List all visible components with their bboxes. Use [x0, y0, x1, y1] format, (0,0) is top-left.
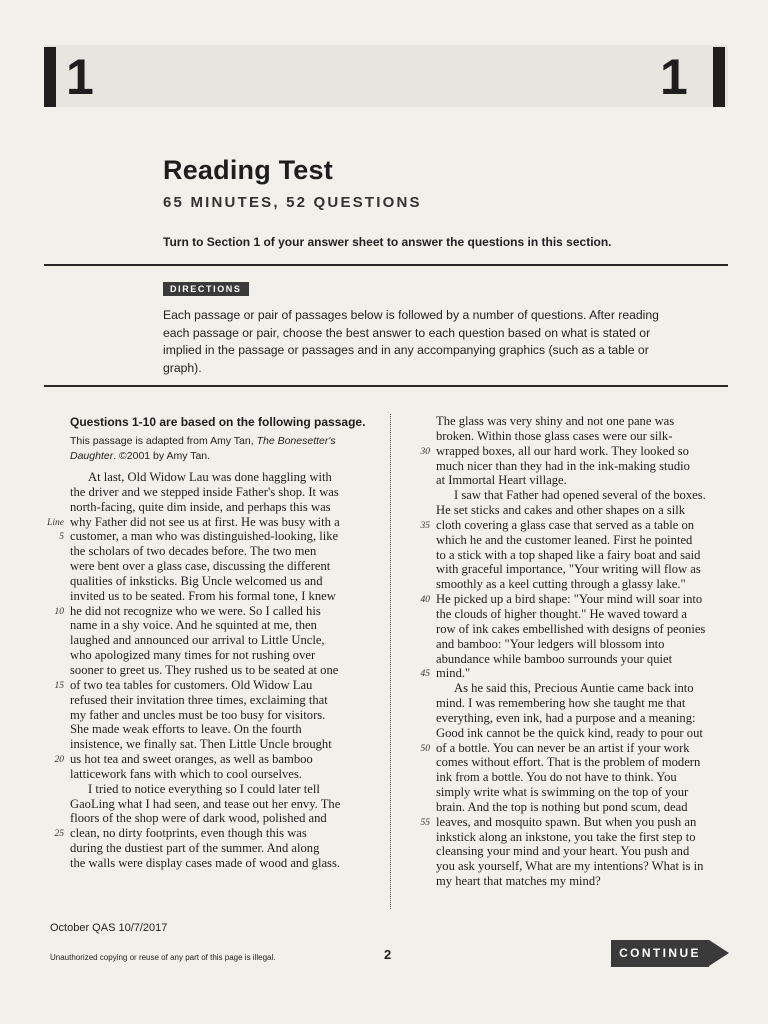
source-title: The Bonesetter's Daughter	[70, 435, 336, 462]
line-number: 20	[54, 755, 64, 766]
line-text: he did not recognize who we were. So I called his	[70, 603, 321, 618]
line-number: 35	[420, 520, 430, 531]
passage-line	[436, 429, 736, 444]
passage-line	[59, 529, 370, 544]
passage-line	[420, 740, 736, 756]
passage-heading: Questions 1-10 are based on the following passage.	[70, 415, 366, 429]
passage-line	[436, 533, 736, 548]
line-text: the walls were display cases made of wood and glass.	[70, 855, 340, 870]
line-text: my father and uncles must be too busy for visitors.	[70, 707, 326, 722]
passage-line	[70, 737, 370, 752]
line-number: 55	[420, 817, 430, 828]
passage-line	[70, 633, 370, 648]
line-text: at Immortal Heart village.	[436, 473, 567, 488]
passage-line	[436, 711, 736, 726]
passage-line	[436, 607, 736, 622]
line-text: laughed and announced our arrival to Little Uncle,	[70, 633, 325, 648]
line-text: clean, no dirty footprints, even though this was	[70, 826, 307, 841]
passage-line	[436, 488, 736, 503]
line-text: The glass was very shiny and not one pane was	[436, 414, 675, 428]
line-text: the driver and we stepped inside Father's shop. It was	[70, 484, 339, 499]
line-number: 40	[420, 595, 430, 606]
passage-left-column	[47, 414, 370, 871]
section-number-right: 1	[660, 49, 688, 105]
passage-line	[436, 681, 736, 696]
line-text: mind. I was remembering how she taught me that	[436, 696, 686, 711]
line-text: I saw that Father had opened several of the boxes.	[454, 488, 706, 503]
line-text: name in a shy voice. And he squinted at me, then	[70, 618, 317, 633]
line-text: simply write what is swimming on the top of your	[436, 785, 689, 800]
line-text: ink from a bottle. You do not have to think. You	[436, 770, 677, 785]
passage-line	[436, 785, 736, 800]
passage-line	[436, 874, 736, 889]
top-band	[44, 45, 728, 107]
line-text: the clouds of higher thought." He waved toward a	[436, 606, 688, 621]
line-text: with graceful importance, "Your writing will flow as	[436, 562, 701, 577]
passage-right-lines	[420, 414, 736, 889]
line-text: I tried to notice everything so I could later tell	[88, 781, 320, 796]
page-number: 2	[384, 947, 392, 962]
line-text: row of ink cakes embellished with designs of peonies	[436, 621, 706, 636]
line-text: She made weak efforts to leave. On the fourth	[70, 722, 302, 737]
line-number: Line	[47, 517, 64, 528]
passage-line	[70, 856, 370, 871]
line-number: 5	[59, 532, 64, 543]
line-text: comes without effort. That is the problem of modern	[436, 755, 701, 770]
passage-line	[436, 622, 736, 637]
passage-line	[70, 722, 370, 737]
column-divider	[390, 414, 391, 909]
passage-line	[420, 666, 736, 681]
line-text: north-facing, quite dim inside, and perhaps this was	[70, 499, 331, 514]
line-number: 15	[54, 680, 64, 691]
passage-line	[70, 559, 370, 574]
line-text: floors of the shop were of dark wood, polished and	[70, 811, 327, 826]
line-text: sooner to greet us. They rushed us to be seated at one	[70, 662, 339, 677]
line-number: 45	[420, 669, 430, 680]
line-text: of a bottle. You can never be an artist if your work	[436, 740, 690, 755]
line-text: you ask yourself, What are my intentions? What is in	[436, 859, 704, 874]
passage-line	[436, 844, 736, 859]
section-number-left: 1	[66, 49, 94, 105]
source-prefix: This passage is adapted from Amy Tan,	[70, 435, 257, 447]
passage-line	[436, 726, 736, 741]
passage-line	[436, 770, 736, 785]
passage-line	[70, 589, 370, 604]
line-text: during the dustiest part of the summer. And along	[70, 841, 320, 856]
line-number: 10	[54, 606, 64, 617]
passage-line	[420, 517, 736, 533]
line-text: everything, even ink, had a purpose and a meaning:	[436, 710, 696, 725]
line-text: mind."	[436, 666, 471, 681]
line-text: As he said this, Precious Auntie came back into	[454, 681, 694, 696]
line-text: the scholars of two decades before. The two men	[70, 544, 317, 559]
copyright-notice: Unauthorized copying or reuse of any part of this page is illegal.	[50, 953, 276, 962]
line-text: qualities of inksticks. Big Uncle welcomed us and	[70, 573, 323, 588]
line-text: Good ink cannot be the quick kind, ready to pour out	[436, 725, 703, 740]
page-subtitle: 65 MINUTES, 52 QUESTIONS	[163, 194, 422, 211]
line-text: wrapped boxes, all our hard work. They looked so	[436, 443, 689, 458]
line-text: smoothly as a keel cutting through a glassy lake."	[436, 577, 686, 592]
passage-line	[420, 814, 736, 830]
passage-line	[436, 859, 736, 874]
passage-line	[420, 592, 736, 607]
line-number: 50	[420, 743, 430, 754]
line-text: He picked up a bird shape: "Your mind will soar into	[436, 592, 703, 607]
line-text: my heart that matches my mind?	[436, 874, 601, 889]
passage-left-lines	[47, 470, 370, 871]
passage-line	[436, 830, 736, 845]
passage-line	[70, 544, 370, 559]
passage-source	[70, 434, 370, 464]
line-text: who apologized many times for not rushing over	[70, 648, 316, 663]
line-number: 25	[54, 829, 64, 840]
passage-line	[436, 696, 736, 711]
passage-line	[70, 618, 370, 633]
passage-line	[70, 693, 370, 708]
divider-rule-top	[44, 264, 728, 266]
line-text: refused their invitation three times, exclaiming that	[70, 692, 328, 707]
passage-line	[70, 648, 370, 663]
passage-line	[70, 841, 370, 856]
line-text: were bent over a glass case, discussing the different	[70, 559, 331, 574]
line-number: 30	[420, 446, 430, 457]
passage-line	[436, 652, 736, 667]
line-text: customer, a man who was distinguished-looking, like	[70, 529, 339, 544]
passage-line	[436, 755, 736, 770]
line-text: to a stick with a top shaped like a fairy boat and said	[436, 547, 701, 562]
passage-line	[436, 503, 736, 518]
passage-line	[70, 663, 370, 678]
section-instruction: Turn to Section 1 of your answer sheet to answer the questions in this section.	[163, 235, 612, 249]
passage-line	[420, 443, 736, 459]
passage-line	[70, 782, 370, 797]
section-bar-right	[713, 47, 725, 107]
passage-line	[436, 562, 736, 577]
directions-text: Each passage or pair of passages below is followed by a number of questions. After reading each passage or pair, choose the best answer to each question based on what is stated or implied in the passage or passages and in any accompanying graphics (such as a table or graph).	[163, 308, 659, 375]
page-title: Reading Test	[163, 155, 333, 185]
passage-line	[436, 577, 736, 592]
line-text: cleansing your mind and your heart. You push and	[436, 844, 690, 859]
passage-line	[70, 708, 370, 723]
line-text: us hot tea and sweet oranges, as well as bamboo	[70, 752, 313, 767]
section-bar-left	[44, 47, 56, 107]
passage-line	[70, 470, 370, 485]
line-text: leaves, and mosquito spawn. But when you push an	[436, 814, 697, 829]
line-text: of two tea tables for customers. Old Widow Lau	[70, 677, 313, 692]
passage-line	[436, 548, 736, 563]
line-text: inkstick along an inkstone, you take the first step to	[436, 829, 696, 844]
continue-button[interactable]: CONTINUE	[611, 940, 709, 967]
line-text: and bamboo: "Your ledgers will blossom into	[436, 636, 665, 651]
line-text: much nicer than they had in the ink-making studio	[436, 458, 690, 473]
passage-line	[54, 752, 370, 767]
passage-line	[70, 500, 370, 515]
passage-line	[54, 677, 370, 693]
passage-line	[70, 485, 370, 500]
line-text: insistence, we finally sat. Then Little Uncle brought	[70, 737, 332, 752]
passage-line	[70, 574, 370, 589]
passage-line	[70, 767, 370, 782]
line-text: brain. And the top is nothing but pond scum, dead	[436, 799, 688, 814]
passage-line	[47, 514, 370, 530]
line-text: At last, Old Widow Lau was done haggling with	[88, 470, 332, 484]
line-text: why Father did not see us at first. He was busy with a	[70, 514, 340, 529]
directions-label: DIRECTIONS	[163, 282, 249, 296]
passage-line	[70, 797, 370, 812]
passage-line	[70, 811, 370, 826]
passage-line	[436, 800, 736, 815]
passage-line	[54, 826, 370, 841]
line-text: abundance while bamboo surrounds your quiet	[436, 651, 673, 666]
passage-line	[54, 603, 370, 619]
passage-line	[436, 637, 736, 652]
line-text: latticework fans with which to cool ourselves.	[70, 766, 302, 781]
line-text: cloth covering a glass case that served as a table on	[436, 517, 695, 532]
continue-arrow-icon	[709, 940, 729, 966]
passage-line	[436, 459, 736, 474]
line-text: broken. Within those glass cases were our silk-	[436, 428, 673, 443]
test-id: October QAS 10/7/2017	[50, 922, 168, 934]
passage-right-column	[420, 414, 736, 889]
line-text: GaoLing what I had seen, and tease out her envy. The	[70, 796, 341, 811]
divider-rule-bottom	[44, 385, 728, 387]
line-text: He set sticks and cakes and other shapes on a silk	[436, 503, 686, 518]
source-suffix: . ©2001 by Amy Tan.	[113, 450, 211, 462]
passage-line	[436, 473, 736, 488]
line-text: invited us to be seated. From his formal tone, I knew	[70, 588, 336, 603]
line-text: which he and the customer leaned. First he pointed	[436, 532, 693, 547]
passage-line	[436, 414, 736, 429]
